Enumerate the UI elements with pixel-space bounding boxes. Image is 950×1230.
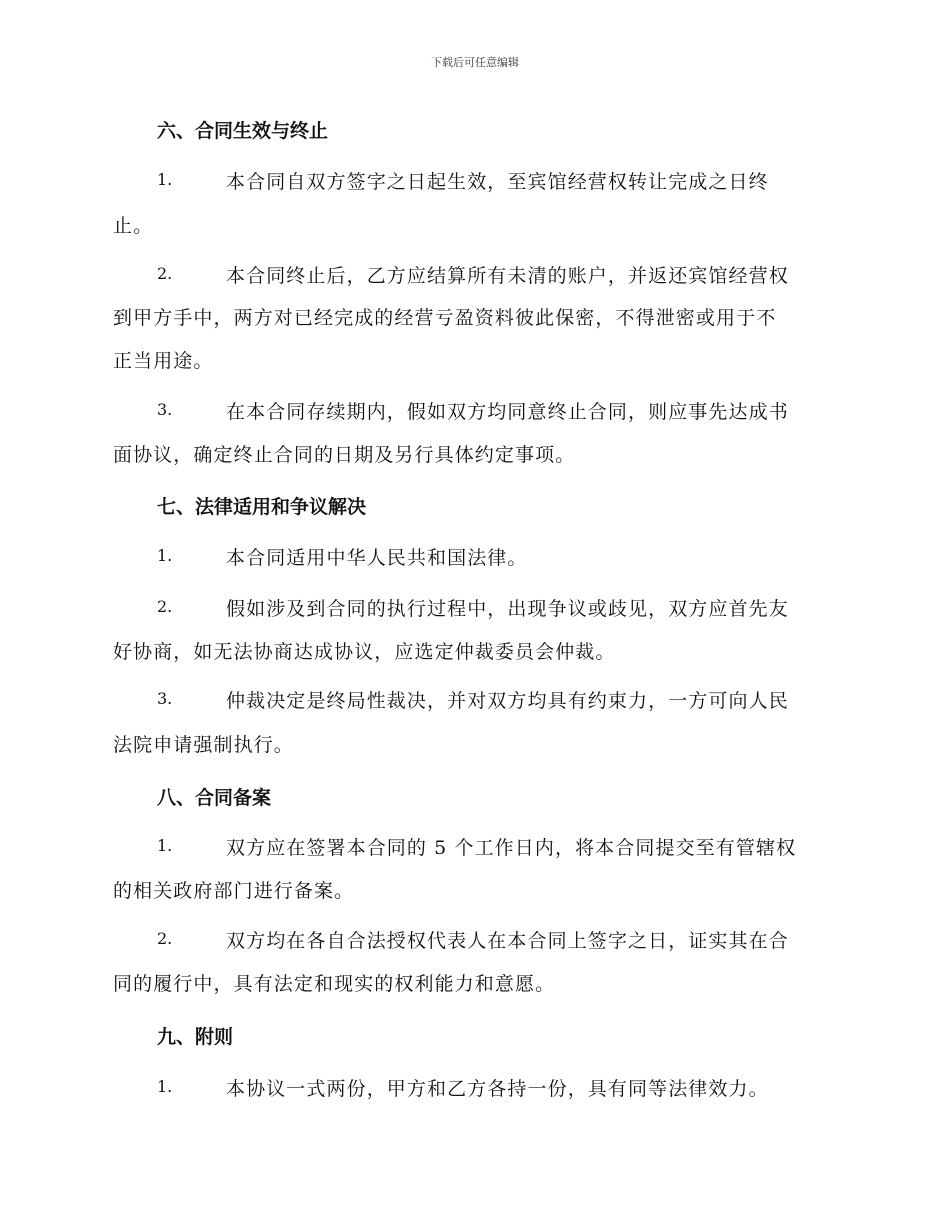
section-title-7: 七、法律适用和争议解决 [157,496,367,518]
item-text: 双方应在签署本合同的 5 个工作日内，将本合同提交至有管辖权 [226,837,797,859]
section-title-8: 八、合同备案 [157,787,272,809]
item-number: 1. [157,170,173,189]
item-number: 3. [157,400,173,419]
item-number: 2. [157,929,173,948]
item-text: 在本合同存续期内，假如双方均同意终止合同，则应事先达成书 [226,401,789,423]
item-number: 3. [157,689,173,708]
item-text: 本协议一式两份，甲方和乙方各持一份，具有同等法律效力。 [226,1078,769,1100]
item-text: 本合同适用中华人民共和国法律。 [226,547,528,569]
item-text-continued: 止。 [113,215,154,237]
item-text-continued: 正当用途。 [113,350,214,372]
item-text-continued: 好协商，如无法协商达成协议，应选定仲裁委员会仲裁。 [113,641,616,663]
item-text: 假如涉及到合同的执行过程中，出现争议或歧见，双方应首先友 [226,598,789,620]
item-text-continued: 法院申请强制执行。 [113,734,294,756]
item-text-continued: 面协议，确定终止合同的日期及另行具体约定事项。 [113,444,576,466]
item-number: 2. [157,264,173,283]
item-text-continued: 到甲方手中，两方对已经完成的经营亏盈资料彼此保密，不得泄密或用于不 [113,307,777,329]
section-title-9: 九、附则 [157,1026,234,1048]
item-number: 2. [157,597,173,616]
item-text: 双方均在各自合法授权代表人在本合同上签字之日，证实其在合 [226,930,789,952]
section-title-6: 六、合同生效与终止 [157,120,329,142]
item-number: 1. [157,1077,173,1096]
item-number: 1. [157,836,173,855]
page-header: 下载后可任意编辑 [431,56,519,69]
item-text: 仲裁决定是终局性裁决，并对双方均具有约束力，一方可向人民 [226,690,789,712]
item-text: 本合同自双方签字之日起生效，至宾馆经营权转让完成之日终 [226,171,769,193]
item-number: 1. [157,546,173,565]
item-text-continued: 的相关政府部门进行备案。 [113,880,355,902]
item-text-continued: 同的履行中，具有法定和现实的权利能力和意愿。 [113,973,556,995]
item-text: 本合同终止后，乙方应结算所有未清的账户，并返还宾馆经营权 [226,265,789,287]
